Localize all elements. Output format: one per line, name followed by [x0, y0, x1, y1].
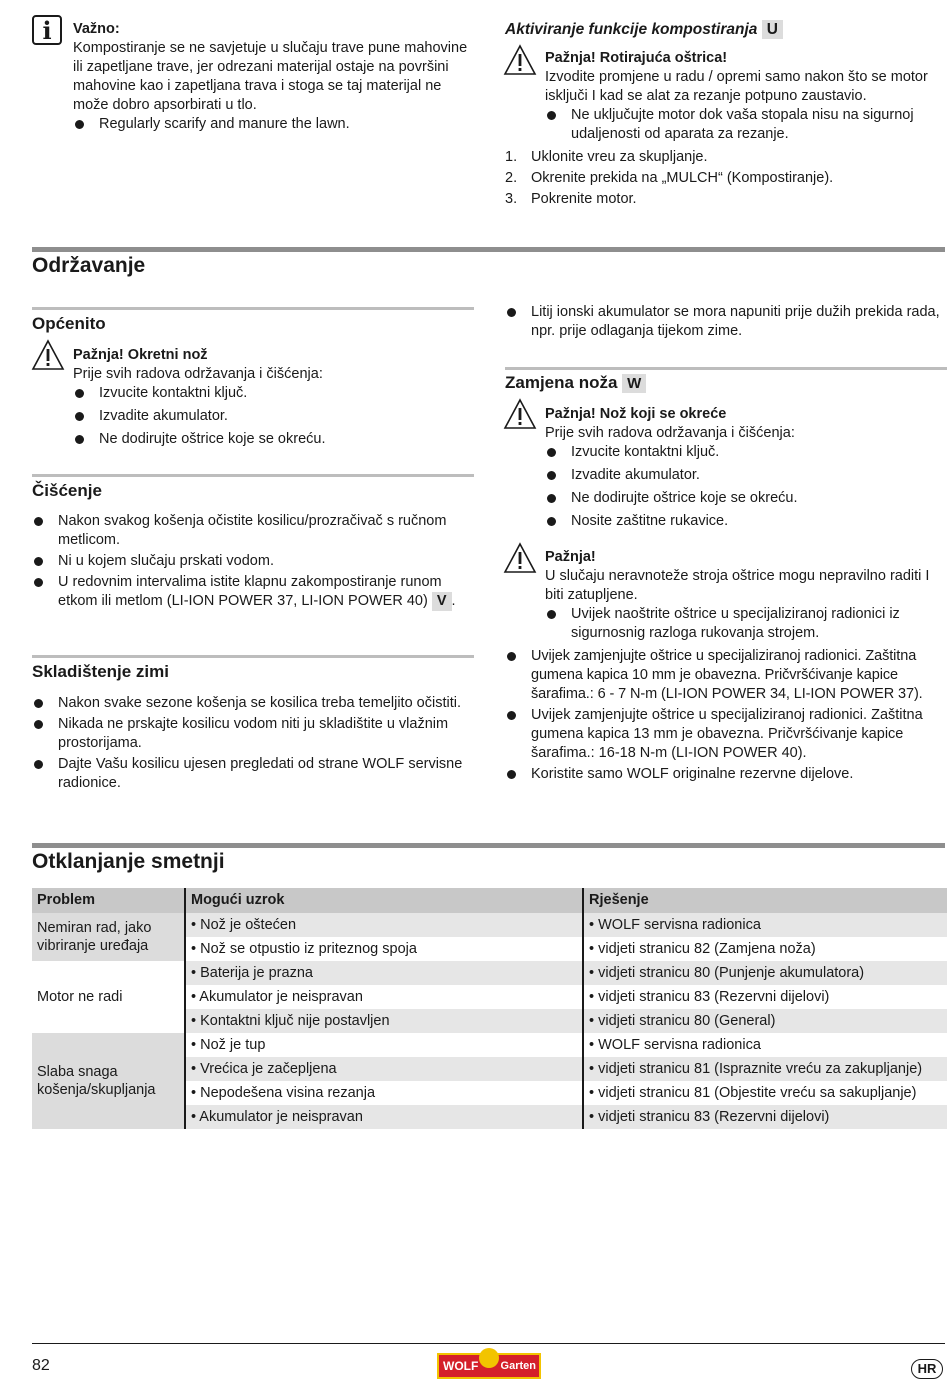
- cleaning-title: Čišćenje: [32, 481, 102, 500]
- list-item: Nosite zaštitne rukavice.: [545, 512, 947, 531]
- warning-icon: [503, 542, 537, 574]
- solution-cell: • vidjeti stranicu 81 (Objestite vreću sa sakupljanje): [583, 1081, 947, 1105]
- subsection-rule: [32, 474, 474, 477]
- section-rule: [32, 843, 945, 848]
- cause-cell: • Nož je tup: [185, 1033, 583, 1057]
- list-item: Ne dodirujte oštrice koje se okreću.: [545, 489, 947, 508]
- solution-cell: • vidjeti stranicu 80 (General): [583, 1009, 947, 1033]
- blade-warning-2: [545, 548, 947, 643]
- table-row: [32, 913, 947, 937]
- list-item: Izvucite kontaktni ključ.: [545, 443, 947, 462]
- cause-cell: • Nož se otpustio iz priteznog spoja: [185, 937, 583, 961]
- list-item: Dajte Vašu kosilicu ujesen pregledati od strane WOLF servisne radionice.: [32, 755, 474, 793]
- solution-cell: • vidjeti stranicu 81 (Ispraznite vreću za zakupljanje): [583, 1057, 947, 1081]
- list-item: Nikada ne prskajte kosilicu vodom niti ju skladištite u vlažnim prostorijama.: [32, 715, 474, 753]
- important-text: Kompostiranje se ne savjetuje u slučaju trave pune mahovine ili zapetljane trave, jer odrezani materijal ostaje na površini mahovine kao i zapetljana trava i stoga se taj materijal ne može dobro apsorbirati u tlo.: [73, 40, 468, 113]
- blade-warn1-title: Pažnja! Nož koji se okreće: [545, 406, 727, 422]
- table-row: [32, 961, 947, 985]
- composting-section: [505, 20, 947, 39]
- list-item: Uvijek zamjenjujte oštrice u specijaliziranoj radionici. Zaštitna gumena kapica 10 mm je obavezna. Pričvršćivanje kapice šarafima.: 6 - 7 N-m (LI-ION POWER 34, LI-ION POWER 37).: [505, 647, 950, 704]
- cleaning-list: [32, 512, 474, 611]
- cause-cell: • Akumulator je neispravan: [185, 1105, 583, 1129]
- header-solution: Rješenje: [583, 888, 947, 913]
- table-header: [32, 888, 947, 913]
- step-2: 2. Okrenite prekida na „MULCH“ (Kompostiranje).: [505, 170, 834, 186]
- list-item: Nakon svakog košenja očistite kosilicu/prozračivač s ručnom metlicom.: [32, 512, 474, 550]
- figure-tag-v: V: [432, 592, 452, 611]
- problem-cell: Slaba snaga košenja/skupljanja: [32, 1033, 185, 1129]
- step-3: 3. Pokrenite motor.: [505, 191, 637, 207]
- general-warning: [73, 346, 473, 449]
- troubleshooting-title: Otklanjanje smetnji: [32, 850, 225, 873]
- list-item: Uvijek naoštrite oštrice u specijaliziranoj radionici iz sigurnosnig razloga rukovanja strojem.: [545, 605, 947, 643]
- list-item: Litij ionski akumulator se mora napuniti prije dužih prekida rada, npr. prije odlaganja tijekom zime.: [505, 303, 947, 341]
- cause-cell: • Vrećica je začepljena: [185, 1057, 583, 1081]
- logo-garten-text: Garten: [500, 1360, 536, 1372]
- blade-warn2-title: Pažnja!: [545, 549, 596, 565]
- important-title: Važno:: [73, 21, 120, 37]
- wolf-garten-logo: [437, 1353, 541, 1379]
- list-item: Koristite samo WOLF originalne rezervne dijelove.: [505, 765, 950, 784]
- list-item: Izvucite kontaktni ključ.: [73, 384, 473, 403]
- cause-cell: • Akumulator je neispravan: [185, 985, 583, 1009]
- solution-cell: • vidjeti stranicu 83 (Rezervni dijelovi): [583, 985, 947, 1009]
- list-item: Nakon svake sezone košenja se kosilica treba temeljito očistiti.: [32, 694, 474, 713]
- general-warn-text: Prije svih radova održavanja i čišćenja:: [73, 366, 323, 382]
- header-problem: Problem: [32, 888, 185, 913]
- blade-list: [505, 647, 950, 784]
- footer-rule: [32, 1343, 945, 1344]
- figure-tag-w: W: [622, 374, 646, 393]
- solution-cell: • vidjeti stranicu 80 (Punjenje akumulatora): [583, 961, 947, 985]
- composting-warning: [545, 49, 947, 144]
- important-bullet: Regularly scarify and manure the lawn.: [73, 115, 473, 134]
- battery-note: [505, 303, 947, 341]
- blade-warn1-text: Prije svih radova održavanja i čišćenja:: [545, 425, 795, 441]
- cause-cell: • Kontaktni ključ nije postavljen: [185, 1009, 583, 1033]
- cause-cell: • Nepodešena visina rezanja: [185, 1081, 583, 1105]
- cause-cell: • Baterija je prazna: [185, 961, 583, 985]
- problem-cell: Motor ne radi: [32, 961, 185, 1033]
- list-item: Izvadite akumulator.: [545, 466, 947, 485]
- subsection-rule: [32, 307, 474, 310]
- winter-title: Skladištenje zimi: [32, 662, 169, 681]
- solution-cell: • WOLF servisna radionica: [583, 1033, 947, 1057]
- section-rule: [32, 247, 945, 252]
- page-number: 82: [32, 1357, 50, 1374]
- maintenance-title: Održavanje: [32, 254, 146, 277]
- composting-warn-text: Izvodite promjene u radu / opremi samo nakon što se motor isključi I kad se alat za rezanje potpuno zaustavio.: [545, 69, 928, 104]
- warning-icon: [503, 44, 537, 76]
- cause-cell: • Nož je oštećen: [185, 913, 583, 937]
- troubleshooting-table: [32, 888, 947, 1129]
- table-row: [32, 1033, 947, 1057]
- general-warn-title: Pažnja! Okretni nož: [73, 347, 208, 363]
- warning-icon: [503, 398, 537, 430]
- list-item: Izvadite akumulator.: [73, 407, 473, 426]
- header-cause: Mogući uzrok: [185, 888, 583, 913]
- blade-warn2-text: U slučaju neravnoteže stroja oštrice mogu nepravilno raditi I biti zatupljene.: [545, 568, 930, 603]
- list-item: Ni u kojem slučaju prskati vodom.: [32, 552, 474, 571]
- subsection-rule: [505, 367, 947, 370]
- blade-warning-1: [545, 405, 947, 531]
- important-note: [73, 20, 473, 134]
- winter-list: [32, 694, 474, 793]
- composting-steps: [505, 148, 947, 209]
- step-1: 1. Uklonite vreu za skupljanje.: [505, 149, 708, 165]
- solution-cell: • WOLF servisna radionica: [583, 913, 947, 937]
- list-item: U redovnim intervalima istite klapnu zakompostiranje runom etkom ili metlom (LI-ION POWER 37, LI-ION POWER 40) V .: [32, 573, 474, 611]
- general-title: Općenito: [32, 314, 106, 333]
- language-badge: HR: [911, 1359, 943, 1379]
- fox-logo-icon: [479, 1348, 499, 1368]
- figure-tag-u: U: [762, 20, 783, 39]
- blade-title: Zamjena noža W: [505, 373, 646, 393]
- problem-cell: Nemiran rad, jako vibriranje uređaja: [32, 913, 185, 961]
- info-icon: i: [32, 15, 62, 45]
- solution-cell: • vidjeti stranicu 82 (Zamjena noža): [583, 937, 947, 961]
- warning-icon: [31, 339, 65, 371]
- list-item: Ne dodirujte oštrice koje se okreću.: [73, 430, 473, 449]
- list-item: Uvijek zamjenjujte oštrice u specijaliziranoj radionici. Zaštitna gumena kapica 13 mm je obavezna. Pričvršćivanje kapice šarafima.: 16-18 N-m (LI-ION POWER 40).: [505, 706, 950, 763]
- composting-title: Aktiviranje funkcije kompostiranja U: [505, 20, 947, 39]
- solution-cell: • vidjeti stranicu 83 (Rezervni dijelovi): [583, 1105, 947, 1129]
- composting-warn-title: Pažnja! Rotirajuća oštrica!: [545, 50, 728, 66]
- subsection-rule: [32, 655, 474, 658]
- logo-wolf-text: WOLF: [443, 1359, 479, 1373]
- composting-warn-bullet: Ne uključujte motor dok vaša stopala nisu na sigurnoj udaljenosti od aparata za rezanje.: [545, 106, 947, 144]
